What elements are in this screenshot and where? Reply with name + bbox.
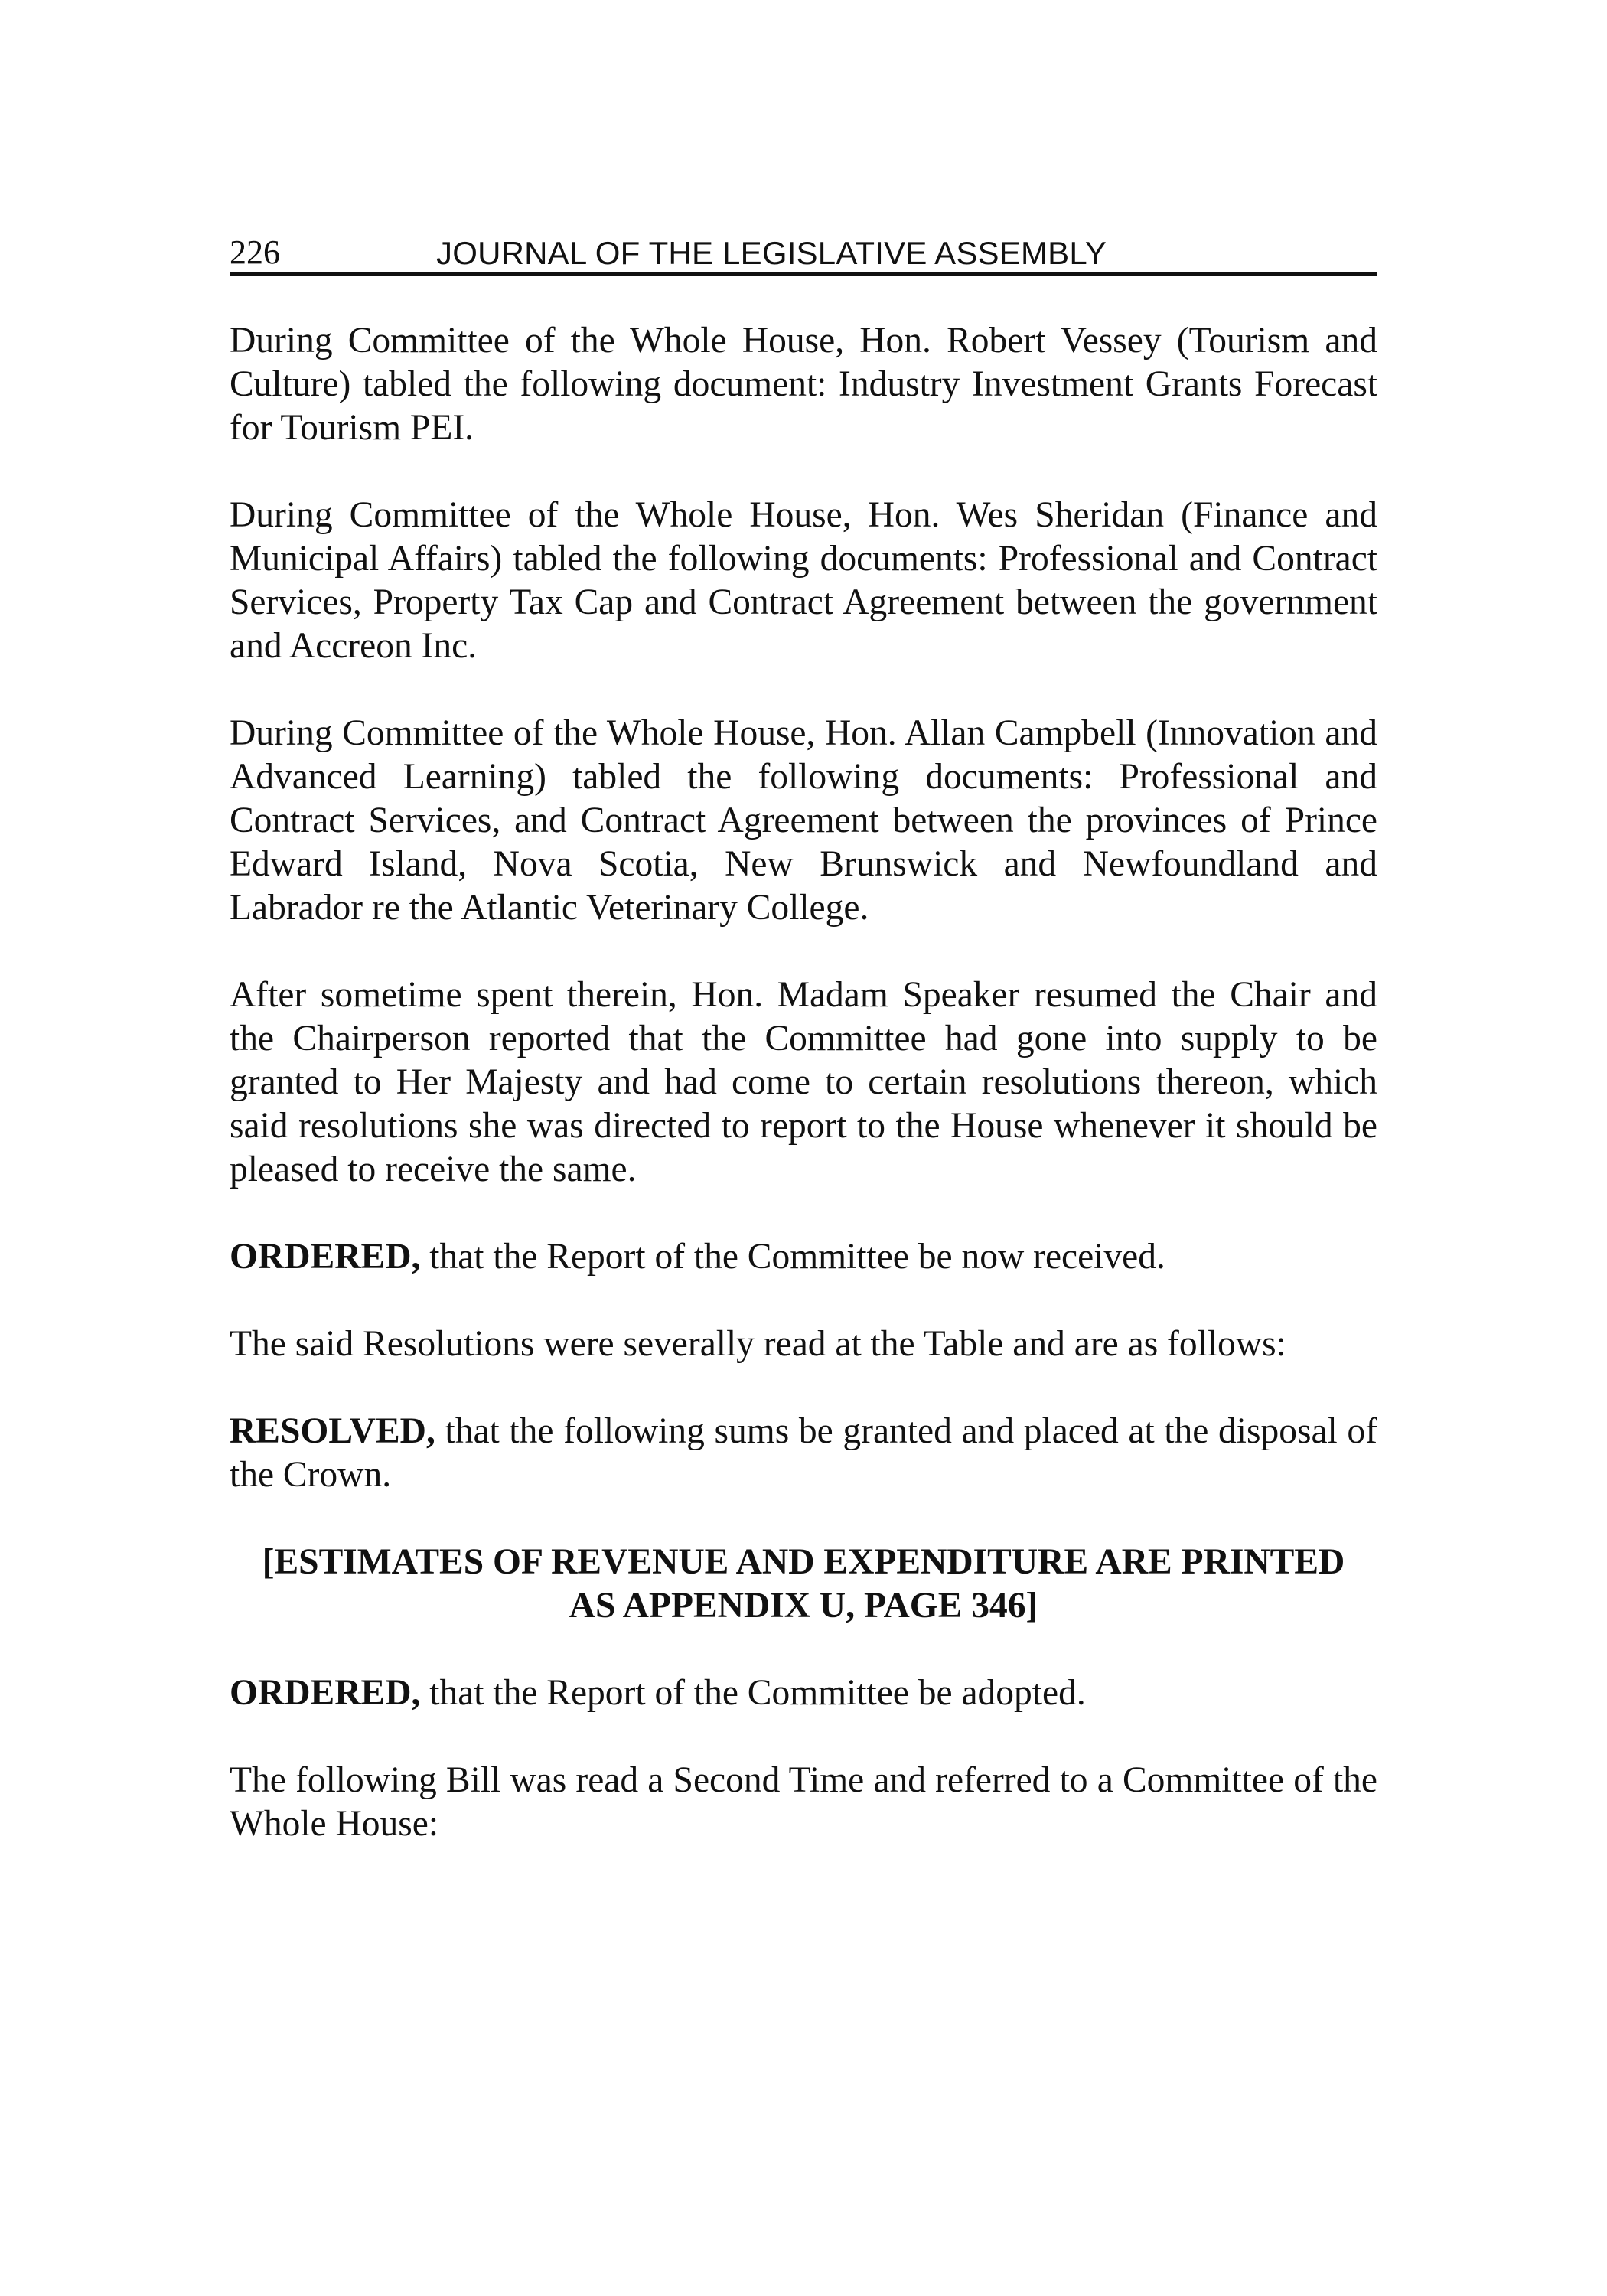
paragraph-sheridan-tabling: During Committee of the Whole House, Hon. Wes Sheridan (Finance and Municipal Affairs) tabled the following documents: Professional and Contract Services, Property Tax Cap and Contract Agreement between the government and Accreon Inc. — [230, 495, 1377, 666]
paragraph-committee-report: After sometime spent therein, Hon. Madam Speaker resumed the Chair and the Chairperson reported that the Committee had gone into supply to be granted to Her Majesty and had come to certain resolutions thereon, which said resolutions she was directed to report to the House whenever it should be pleased to receive the same. — [230, 975, 1377, 1189]
ordered-lead: ORDERED, — [230, 1237, 421, 1277]
paragraph-ordered-received — [230, 1235, 1377, 1279]
journal-title: JOURNAL OF THE LEGISLATIVE ASSEMBLY — [436, 235, 1107, 271]
resolved-text: that the following sums be granted and placed at the disposal of the Crown. — [230, 1411, 1377, 1495]
ordered-adopted-lead: ORDERED, — [230, 1673, 421, 1713]
paragraph-second-reading: The following Bill was read a Second Time and referred to a Committee of the Whole House: — [230, 1760, 1377, 1844]
ordered-adopted-text: that the Report of the Committee be adopted. — [420, 1673, 1086, 1713]
resolved-lead: RESOLVED, — [230, 1411, 435, 1451]
journal-page — [230, 230, 1377, 1846]
paragraph-ordered-adopted — [230, 1671, 1377, 1715]
appendix-notice-line-2: AS APPENDIX U, PAGE 346] — [569, 1586, 1038, 1626]
journal-body — [230, 319, 1377, 1846]
running-header — [230, 230, 1377, 276]
appendix-notice-line-1: [ESTIMATES OF REVENUE AND EXPENDITURE ARE PRINTED — [262, 1542, 1345, 1582]
paragraph-campbell-tabling: During Committee of the Whole House, Hon. Allan Campbell (Innovation and Advanced Learning) tabled the following documents: Professional and Contract Services, and Contract Agreement between the provinces of Prince Edward Island, Nova Scotia, New Brunswick and Newfoundland and Labrador re the Atlantic Veterinary College. — [230, 713, 1377, 928]
page-number: 226 — [230, 233, 280, 271]
paragraph-resolutions-read: The said Resolutions were severally read at the Table and are as follows: — [230, 1324, 1286, 1364]
paragraph-resolved — [230, 1410, 1377, 1497]
paragraph-vessey-tabling: During Committee of the Whole House, Hon. Robert Vessey (Tourism and Culture) tabled the following document: Industry Investment Grants Forecast for Tourism PEI. — [230, 321, 1377, 448]
ordered-received-text: that the Report of the Committee be now received. — [420, 1237, 1165, 1277]
appendix-notice — [230, 1541, 1377, 1628]
